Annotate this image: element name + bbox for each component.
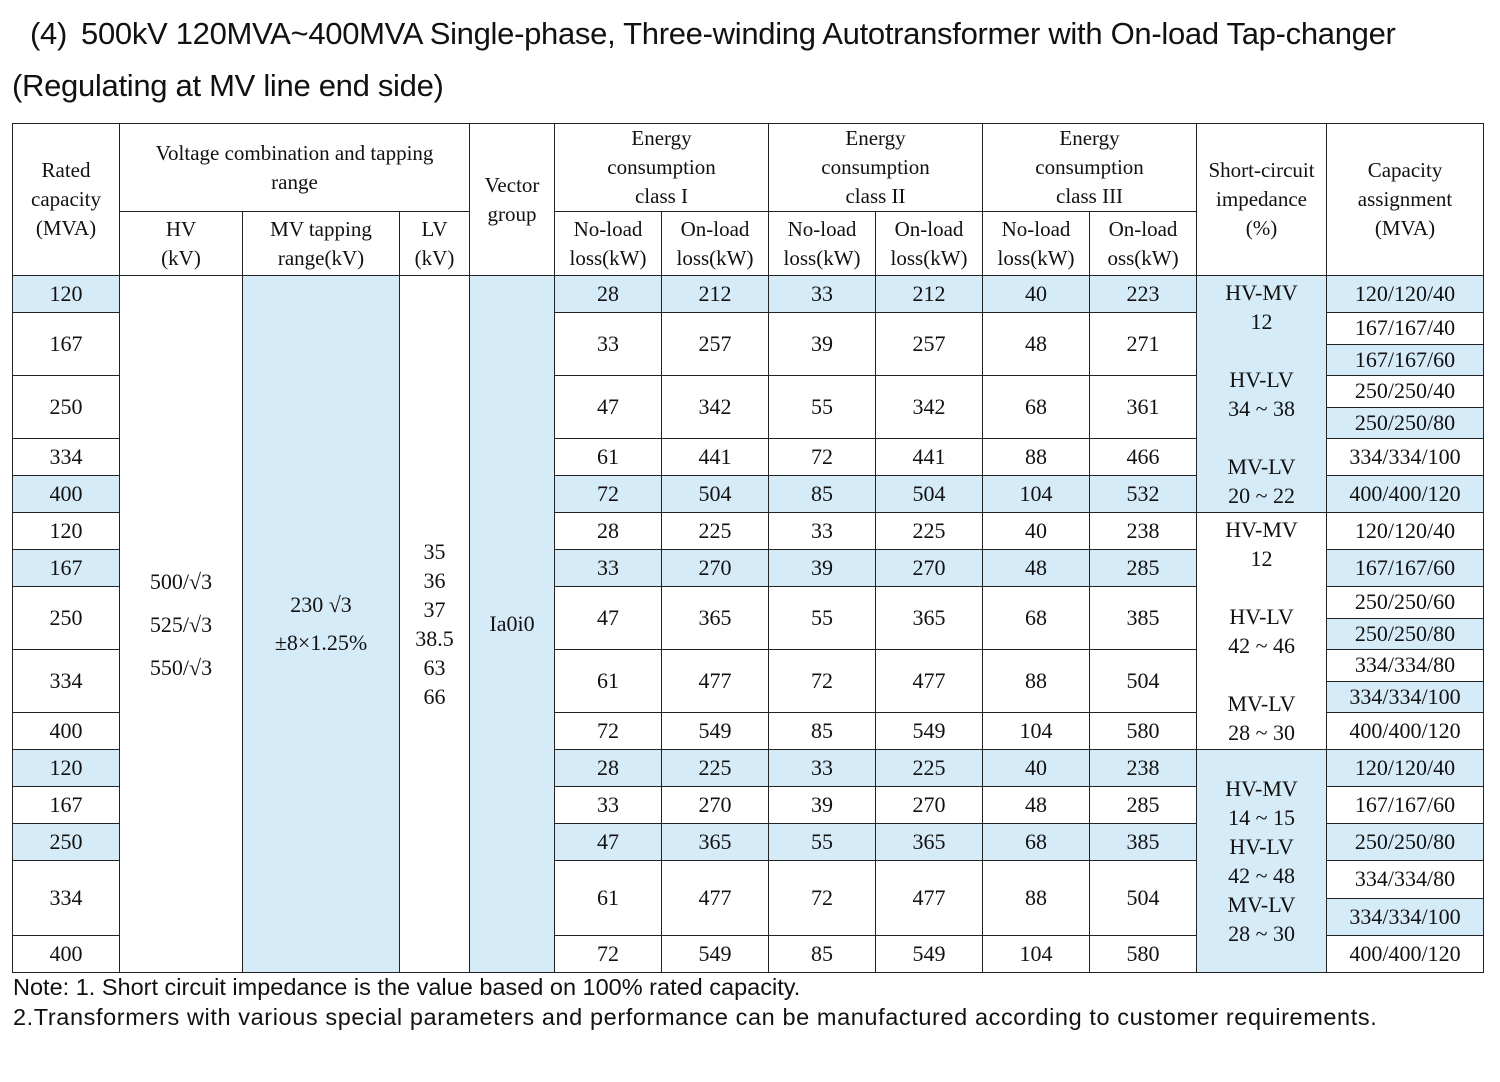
no-load-loss-class2-cell: 39: [769, 787, 876, 824]
header-capacity-assignment: Capacity assignment (MVA): [1327, 124, 1484, 276]
mv-tapping-value: ±8×1.25%: [274, 630, 368, 655]
lv-value: 38.5: [415, 626, 454, 651]
title-number: (4): [30, 16, 67, 51]
no-load-loss-class3-cell: 88: [983, 650, 1090, 713]
capacity-assignment-value: 334/334/80: [1354, 652, 1456, 678]
capacity-assignment-value: 120/120/40: [1354, 281, 1456, 306]
on-load-loss-class1-cell: 549: [662, 936, 769, 973]
header-lv: LV (kV): [400, 212, 470, 276]
on-load-loss-class2-cell: 549: [876, 713, 983, 750]
on-load-loss-class2-cell: 270: [876, 550, 983, 587]
impedance-line: 42 ~ 48: [1228, 863, 1295, 888]
rated-capacity-cell: 167: [13, 787, 120, 824]
on-load-loss-class3-cell: 361: [1090, 376, 1197, 439]
no-load-loss-class3-cell: 88: [983, 861, 1090, 936]
on-load-loss-class2-cell: 477: [876, 650, 983, 713]
on-load-loss-class2-cell: 549: [876, 936, 983, 973]
impedance-line: [1197, 423, 1326, 452]
on-load-loss-class2-cell: 365: [876, 587, 983, 650]
capacity-assignment-cell: [1327, 513, 1484, 550]
impedance-line: HV-LV: [1229, 834, 1294, 859]
rated-capacity-cell: 120: [13, 513, 120, 550]
capacity-assignment-value: 167/167/60: [1327, 344, 1483, 376]
no-load-loss-class2-cell: 33: [769, 750, 876, 787]
rated-capacity-cell: 120: [13, 276, 120, 313]
note-1: Note: 1. Short circuit impedance is the value based on 100% rated capacity.: [13, 974, 801, 1000]
no-load-loss-class2-cell: 33: [769, 513, 876, 550]
header-class-1: Energy consumption class I: [555, 124, 769, 212]
header-on-load-3: On-load oss(kW): [1090, 212, 1197, 276]
no-load-loss-class1-cell: 28: [555, 513, 662, 550]
page-title: [12, 8, 1492, 112]
capacity-assignment-value: 167/167/60: [1354, 555, 1456, 580]
table-row: [13, 276, 1484, 313]
hv-value: 550/√3: [149, 654, 213, 680]
impedance-line: [1197, 660, 1326, 689]
mv-tapping-value: 230 √3: [290, 592, 352, 617]
no-load-loss-class1-cell: 61: [555, 650, 662, 713]
impedance-cell: [1197, 513, 1327, 750]
on-load-loss-class3-cell: 285: [1090, 787, 1197, 824]
no-load-loss-class2-cell: 39: [769, 550, 876, 587]
no-load-loss-class1-cell: 33: [555, 550, 662, 587]
header-class-3: Energy consumption class III: [983, 124, 1197, 212]
notes: [13, 972, 1491, 1032]
header-no-load-1: No-load loss(kW): [555, 212, 662, 276]
lv-cell: [400, 276, 470, 973]
on-load-loss-class1-cell: 225: [662, 750, 769, 787]
on-load-loss-class2-cell: 504: [876, 476, 983, 513]
on-load-loss-class2-cell: 342: [876, 376, 983, 439]
lv-value: 66: [423, 684, 446, 709]
impedance-line: [1197, 573, 1326, 602]
impedance-line: [1197, 336, 1326, 365]
capacity-assignment-cell: [1327, 376, 1484, 439]
on-load-loss-class1-cell: 365: [662, 824, 769, 861]
no-load-loss-class1-cell: 61: [555, 861, 662, 936]
impedance-line: 12: [1250, 309, 1273, 334]
rated-capacity-cell: 120: [13, 750, 120, 787]
header-on-load-1: On-load loss(kW): [662, 212, 769, 276]
on-load-loss-class3-cell: 223: [1090, 276, 1197, 313]
lv-value: 37: [423, 597, 446, 622]
vector-group-cell: [470, 276, 555, 973]
header-vector-group: Vector group: [470, 124, 555, 276]
no-load-loss-class3-cell: 40: [983, 513, 1090, 550]
on-load-loss-class3-cell: 504: [1090, 861, 1197, 936]
capacity-assignment-value: 334/334/100: [1327, 681, 1483, 713]
capacity-assignment-cell: [1327, 650, 1484, 713]
impedance-cell: [1197, 276, 1327, 513]
no-load-loss-class2-cell: 33: [769, 276, 876, 313]
on-load-loss-class2-cell: 365: [876, 824, 983, 861]
rated-capacity-cell: 400: [13, 476, 120, 513]
capacity-assignment-value: 167/167/40: [1354, 315, 1456, 341]
on-load-loss-class2-cell: 212: [876, 276, 983, 313]
capacity-assignment-cell: [1327, 824, 1484, 861]
rated-capacity-cell: 334: [13, 861, 120, 936]
header-hv: HV (kV): [120, 212, 243, 276]
capacity-assignment-cell: [1327, 936, 1484, 973]
capacity-assignment-value: 120/120/40: [1354, 518, 1456, 543]
impedance-cell: [1197, 750, 1327, 973]
no-load-loss-class2-cell: 72: [769, 861, 876, 936]
no-load-loss-class2-cell: 39: [769, 313, 876, 376]
header-mv-tapping: MV tapping range(kV): [243, 212, 400, 276]
rated-capacity-cell: 250: [13, 824, 120, 861]
capacity-assignment-value: 400/400/120: [1349, 941, 1461, 966]
no-load-loss-class1-cell: 47: [555, 824, 662, 861]
capacity-assignment-value: 250/250/80: [1354, 829, 1456, 854]
no-load-loss-class3-cell: 104: [983, 936, 1090, 973]
no-load-loss-class1-cell: 47: [555, 587, 662, 650]
title-text: 500kV 120MVA~400MVA Single-phase, Three-winding Autotransformer with On-load Tap-changer (Regulating at MV line end side): [12, 16, 1396, 103]
on-load-loss-class1-cell: 270: [662, 787, 769, 824]
no-load-loss-class2-cell: 85: [769, 936, 876, 973]
capacity-assignment-value: 250/250/40: [1354, 378, 1456, 404]
lv-value: 36: [423, 568, 446, 593]
on-load-loss-class1-cell: 441: [662, 439, 769, 476]
rated-capacity-cell: 167: [13, 550, 120, 587]
on-load-loss-class3-cell: 385: [1090, 824, 1197, 861]
capacity-assignment-cell: [1327, 439, 1484, 476]
on-load-loss-class3-cell: 238: [1090, 513, 1197, 550]
impedance-line: MV-LV: [1227, 691, 1296, 716]
impedance-line: HV-LV: [1229, 367, 1294, 392]
on-load-loss-class2-cell: 225: [876, 750, 983, 787]
rated-capacity-cell: 400: [13, 713, 120, 750]
rated-capacity-cell: 167: [13, 313, 120, 376]
no-load-loss-class1-cell: 33: [555, 787, 662, 824]
no-load-loss-class3-cell: 68: [983, 376, 1090, 439]
capacity-assignment-cell: [1327, 750, 1484, 787]
no-load-loss-class2-cell: 85: [769, 476, 876, 513]
no-load-loss-class3-cell: 68: [983, 824, 1090, 861]
no-load-loss-class1-cell: 28: [555, 750, 662, 787]
capacity-assignment-value: 250/250/60: [1354, 589, 1456, 615]
on-load-loss-class2-cell: 477: [876, 861, 983, 936]
impedance-line: 28 ~ 30: [1228, 921, 1295, 946]
impedance-line: HV-MV: [1225, 280, 1298, 305]
no-load-loss-class2-cell: 55: [769, 376, 876, 439]
capacity-assignment-value: 334/334/80: [1354, 866, 1456, 892]
on-load-loss-class2-cell: 225: [876, 513, 983, 550]
rated-capacity-cell: 334: [13, 439, 120, 476]
lv-value: 35: [423, 539, 446, 564]
capacity-assignment-cell: [1327, 787, 1484, 824]
capacity-assignment-value: 167/167/60: [1354, 792, 1456, 817]
impedance-line: 34 ~ 38: [1228, 396, 1295, 421]
impedance-line: 12: [1250, 546, 1273, 571]
on-load-loss-class1-cell: 212: [662, 276, 769, 313]
hv-cell: [120, 276, 243, 973]
no-load-loss-class3-cell: 104: [983, 713, 1090, 750]
no-load-loss-class2-cell: 55: [769, 824, 876, 861]
on-load-loss-class3-cell: 532: [1090, 476, 1197, 513]
capacity-assignment-value: 400/400/120: [1349, 718, 1461, 743]
header-class-2: Energy consumption class II: [769, 124, 983, 212]
no-load-loss-class2-cell: 72: [769, 439, 876, 476]
note-2: 2.Transformers with various special parameters and performance can be manufactured according to customer requirements.: [13, 1004, 1378, 1030]
on-load-loss-class2-cell: 257: [876, 313, 983, 376]
on-load-loss-class3-cell: 580: [1090, 936, 1197, 973]
no-load-loss-class3-cell: 68: [983, 587, 1090, 650]
rated-capacity-cell: 250: [13, 587, 120, 650]
capacity-assignment-value: 334/334/100: [1327, 898, 1483, 936]
impedance-line: MV-LV: [1227, 892, 1296, 917]
header-rated-capacity: Rated capacity (MVA): [13, 124, 120, 276]
on-load-loss-class1-cell: 477: [662, 650, 769, 713]
impedance-line: MV-LV: [1227, 454, 1296, 479]
hv-value: 500/√3: [149, 568, 213, 594]
on-load-loss-class1-cell: 342: [662, 376, 769, 439]
spec-table: [12, 123, 1484, 973]
on-load-loss-class1-cell: 477: [662, 861, 769, 936]
no-load-loss-class2-cell: 85: [769, 713, 876, 750]
on-load-loss-class1-cell: 549: [662, 713, 769, 750]
capacity-assignment-cell: [1327, 713, 1484, 750]
impedance-line: 14 ~ 15: [1228, 805, 1295, 830]
capacity-assignment-cell: [1327, 550, 1484, 587]
no-load-loss-class3-cell: 104: [983, 476, 1090, 513]
impedance-line: HV-LV: [1229, 604, 1294, 629]
capacity-assignment-value: 250/250/80: [1327, 618, 1483, 650]
no-load-loss-class3-cell: 88: [983, 439, 1090, 476]
no-load-loss-class1-cell: 47: [555, 376, 662, 439]
header-no-load-2: No-load loss(kW): [769, 212, 876, 276]
capacity-assignment-value: 250/250/80: [1327, 407, 1483, 439]
header-impedance: Short-circuit impedance (%): [1197, 124, 1327, 276]
no-load-loss-class1-cell: 72: [555, 713, 662, 750]
no-load-loss-class3-cell: 48: [983, 550, 1090, 587]
no-load-loss-class1-cell: 28: [555, 276, 662, 313]
header-no-load-3: No-load loss(kW): [983, 212, 1090, 276]
no-load-loss-class3-cell: 40: [983, 276, 1090, 313]
vector-group-value: Ia0i0: [489, 611, 535, 636]
capacity-assignment-cell: [1327, 587, 1484, 650]
impedance-line: HV-MV: [1225, 776, 1298, 801]
no-load-loss-class2-cell: 55: [769, 587, 876, 650]
on-load-loss-class2-cell: 270: [876, 787, 983, 824]
on-load-loss-class3-cell: 504: [1090, 650, 1197, 713]
rated-capacity-cell: 334: [13, 650, 120, 713]
on-load-loss-class1-cell: 257: [662, 313, 769, 376]
capacity-assignment-cell: [1327, 861, 1484, 936]
on-load-loss-class3-cell: 271: [1090, 313, 1197, 376]
capacity-assignment-value: 120/120/40: [1354, 755, 1456, 780]
no-load-loss-class3-cell: 48: [983, 787, 1090, 824]
header-voltage-combination: Voltage combination and tapping range: [120, 124, 470, 212]
on-load-loss-class3-cell: 238: [1090, 750, 1197, 787]
no-load-loss-class1-cell: 72: [555, 476, 662, 513]
on-load-loss-class3-cell: 580: [1090, 713, 1197, 750]
impedance-line: HV-MV: [1225, 517, 1298, 542]
no-load-loss-class1-cell: 72: [555, 936, 662, 973]
rated-capacity-cell: 400: [13, 936, 120, 973]
impedance-line: 28 ~ 30: [1228, 720, 1295, 745]
on-load-loss-class1-cell: 504: [662, 476, 769, 513]
capacity-assignment-cell: [1327, 313, 1484, 376]
impedance-line: 20 ~ 22: [1228, 483, 1295, 508]
no-load-loss-class2-cell: 72: [769, 650, 876, 713]
on-load-loss-class1-cell: 365: [662, 587, 769, 650]
header-on-load-2: On-load loss(kW): [876, 212, 983, 276]
on-load-loss-class3-cell: 285: [1090, 550, 1197, 587]
on-load-loss-class3-cell: 385: [1090, 587, 1197, 650]
rated-capacity-cell: 250: [13, 376, 120, 439]
capacity-assignment-cell: [1327, 476, 1484, 513]
no-load-loss-class3-cell: 48: [983, 313, 1090, 376]
no-load-loss-class3-cell: 40: [983, 750, 1090, 787]
impedance-line: 42 ~ 46: [1228, 633, 1295, 658]
on-load-loss-class2-cell: 441: [876, 439, 983, 476]
capacity-assignment-cell: [1327, 276, 1484, 313]
hv-value: 525/√3: [149, 611, 213, 637]
no-load-loss-class1-cell: 61: [555, 439, 662, 476]
capacity-assignment-value: 334/334/100: [1349, 444, 1461, 469]
mv-tapping-cell: [243, 276, 400, 973]
on-load-loss-class3-cell: 466: [1090, 439, 1197, 476]
capacity-assignment-value: 400/400/120: [1349, 481, 1461, 506]
lv-value: 63: [423, 655, 446, 680]
on-load-loss-class1-cell: 225: [662, 513, 769, 550]
on-load-loss-class1-cell: 270: [662, 550, 769, 587]
no-load-loss-class1-cell: 33: [555, 313, 662, 376]
